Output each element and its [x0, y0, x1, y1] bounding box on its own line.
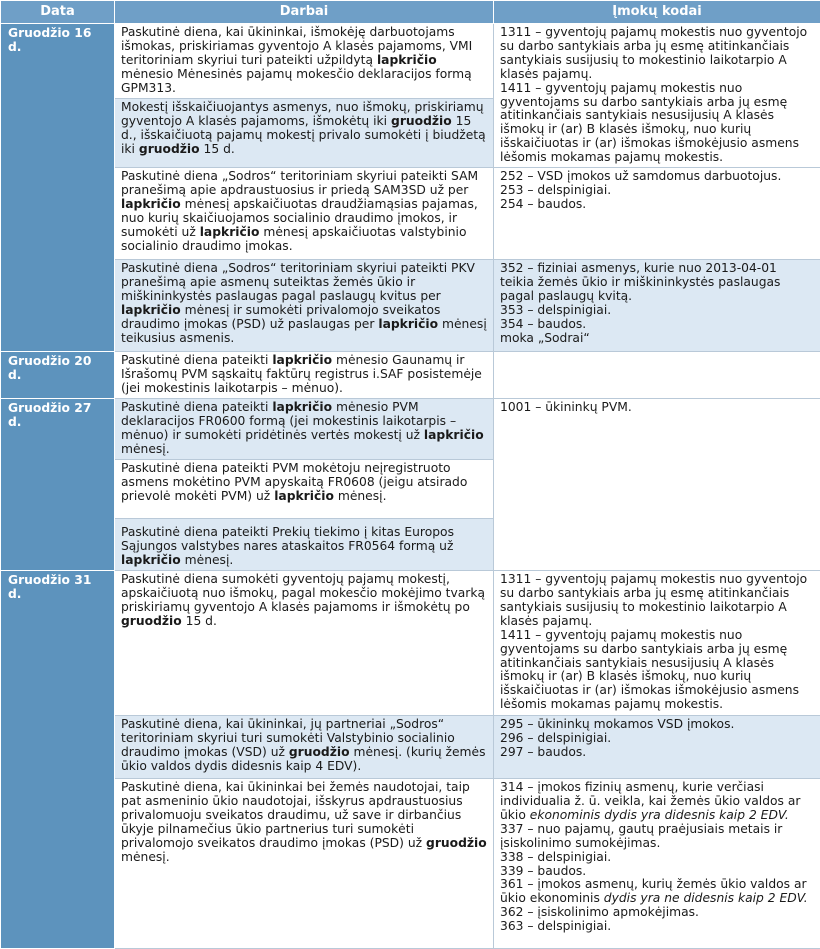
date-cell: Gruodžio 31 d. — [1, 571, 115, 949]
table-row — [1, 168, 820, 260]
table-row — [1, 24, 820, 99]
header-work: Darbai — [115, 1, 494, 24]
header-row — [1, 1, 820, 24]
codes-cell: 295 – ūkininkų mokamos VSD įmokos. 296 – delspinigiai. 297 – baudos. — [494, 716, 820, 779]
table-row — [1, 399, 820, 460]
code-1311: 1311 – gyventojų pajamų mokestis nuo gyventojo su darbo santykiais arba jų esmę atitinkančiais santykiais susijusių to mokestinio laikotarpio A klasės pajamų. — [500, 26, 814, 82]
table-row — [1, 571, 820, 716]
date-cell: Gruodžio 27 d. — [1, 399, 115, 571]
codes-cell: 252 – VSD įmokos už samdomus darbuotojus. 253 – delspinigiai. 254 – baudos. — [494, 168, 820, 260]
header-codes: Įmokų kodai — [494, 1, 820, 24]
code-1311: 1311 – gyventojų pajamų mokestis nuo gyventojo su darbo santykiais arba jų esmę atitinkančiais santykiais susijusių to mokestinio laikotarpio A klasės pajamų. — [500, 573, 814, 629]
codes-cell — [494, 571, 820, 716]
work-cell: Mokestį išskaičiuojantys asmenys, nuo išmokų, priskiriamų gyventojo A klasės pajamoms, išmokėtų iki gruodžio 15 d., išskaičiuotą pajamų mokestį privalo sumokėti į biudžetą iki gruodžio 15 d. — [115, 98, 494, 167]
codes-cell: 314 – įmokos fizinių asmenų, kurie verčiasi individualia ž. ū. veikla, kai žemės ūkio valdos ar ūkio ekonominis dydis yra didesnis kaip 2 EDV. 337 – nuo pajamų, gautų praėjusiais metais ir įsiskolinimo sumokėjimas. 338 – delspinigiai. 339 – baudos. 361 – įmokos asmenų, kurių žemės ūkio valdos ar ūkio ekonominis dydis yra ne didesnis kaip 2 EDV. 362 – įsiskolinimo apmokėjimas. 363 – delspinigiai. — [494, 779, 820, 949]
table-row — [1, 779, 820, 949]
work-cell: Paskutinė diena, kai ūkininkai, išmokėję darbuotojams išmokas, priskiriamas gyventojo A klasės pajamoms, VMI teritoriniam skyriui turi pateikti užpildytą lapkričio mėnesio Mėnesinės pajamų mokesčio deklaracijos formą GPM313. — [115, 24, 494, 99]
header-date: Data — [1, 1, 115, 24]
codes-cell: 1001 – ūkininkų PVM. — [494, 399, 820, 571]
table-row — [1, 716, 820, 779]
work-cell: Paskutinė diena „Sodros“ teritoriniam skyriui pateikti PKV pranešimą apie asmenų suteiktas žemės ūkio ir miškininkystės paslaugas pagal paslaugų kvitus per lapkričio mėnesį ir sumokėti privalomojo sveikatos draudimo įmokas (PSD) už paslaugas per lapkričio mėnesį teikusius asmenis. — [115, 260, 494, 352]
work-cell: Paskutinė diena sumokėti gyventojų pajamų mokestį, apskaičiuotą nuo išmokų, pagal mokesčio mokėjimo tvarką priskiriamų gyventojo A klasės pajamoms ir išmokėtų po gruodžio 15 d. — [115, 571, 494, 716]
work-cell: Paskutinė diena pateikti Prekių tiekimo į kitas Europos Sąjungos valstybes nares ataskaitos FR0564 formą už lapkričio mėnesį. — [115, 519, 494, 571]
work-cell: Paskutinė diena, kai ūkininkai, jų partneriai „Sodros“ teritoriniam skyriui turi sumokėti Valstybinio socialinio draudimo įmokas (VSD) už gruodžio mėnesį. (kurių žemės ūkio valdos dydis didesnis kaip 4 EDV). — [115, 716, 494, 779]
date-cell: Gruodžio 20 d. — [1, 352, 115, 399]
work-cell: Paskutinė diena pateikti lapkričio mėnesio Gaunamų ir Išrašomų PVM sąskaitų faktūrų registrus i.SAF posistemėje (jei mokestinis laikotarpis – mėnuo). — [115, 352, 494, 399]
table-row — [1, 352, 820, 399]
work-cell: Paskutinė diena „Sodros“ teritoriniam skyriui pateikti SAM pranešimą apie apdraustuosius ir priedą SAM3SD už per lapkričio mėnesį apskaičiuotas draudžiamąsias pajamas, nuo kurių skaičiuojamos socialinio draudimo įmokos, ir sumokėti už lapkričio mėnesį apskaičiuotas valstybinio socialinio draudimo įmokas. — [115, 168, 494, 260]
codes-cell — [494, 24, 820, 168]
date-cell: Gruodžio 16 d. — [1, 24, 115, 352]
codes-cell: 352 – fiziniai asmenys, kurie nuo 2013-04-01 teikia žemės ūkio ir miškininkystės paslaugas pagal paslaugų kvitą. 353 – delspinigiai. 354 – baudos. moka „Sodrai“ — [494, 260, 820, 352]
code-1411: 1411 – gyventojų pajamų mokestis nuo gyventojams su darbo santykiais arba jų esmę atitinkančiais santykiais nesusijusių A klasės išmokų ir (ar) B klasės išmokų, nuo kurių išskaičiuotas ir (ar) išmokas išmokėjusio asmens lėšomis mokamas pajamų mokestis. — [500, 82, 814, 165]
table-row — [1, 260, 820, 352]
work-cell: Paskutinė diena pateikti lapkričio mėnesio PVM deklaracijos FR0600 formą (jei mokestinis laikotarpis – mėnuo) ir sumokėti pridėtinės vertės mokestį už lapkričio mėnesį. — [115, 399, 494, 460]
code-1411: 1411 – gyventojų pajamų mokestis nuo gyventojams su darbo santykiais arba jų esmę atitinkančiais santykiais nesusijusių A klasės išmokų ir (ar) B klasės išmokų, nuo kurių išskaičiuotas ir (ar) išmokas išmokėjusio asmens lėšomis mokamas pajamų mokestis. — [500, 629, 814, 712]
codes-cell — [494, 352, 820, 399]
work-cell: Paskutinė diena, kai ūkininkai bei žemės naudotojai, taip pat asmeninio ūkio naudotojai, išskyrus apdraustuosius privalomuoju sveikatos draudimu, už save ir dirbančius ūkyje pilnamečius ūkio partnerius turi sumokėti privalomojo sveikatos draudimo įmokas (PSD) už gruodžio mėnesį. — [115, 779, 494, 949]
work-cell: Paskutinė diena pateikti PVM mokėtoju neįregistruoto asmens mokėtino PVM apyskaitą FR0608 (jeigu atsirado prievolė mokėti PVM) už lapkričio mėnesį. — [115, 460, 494, 519]
